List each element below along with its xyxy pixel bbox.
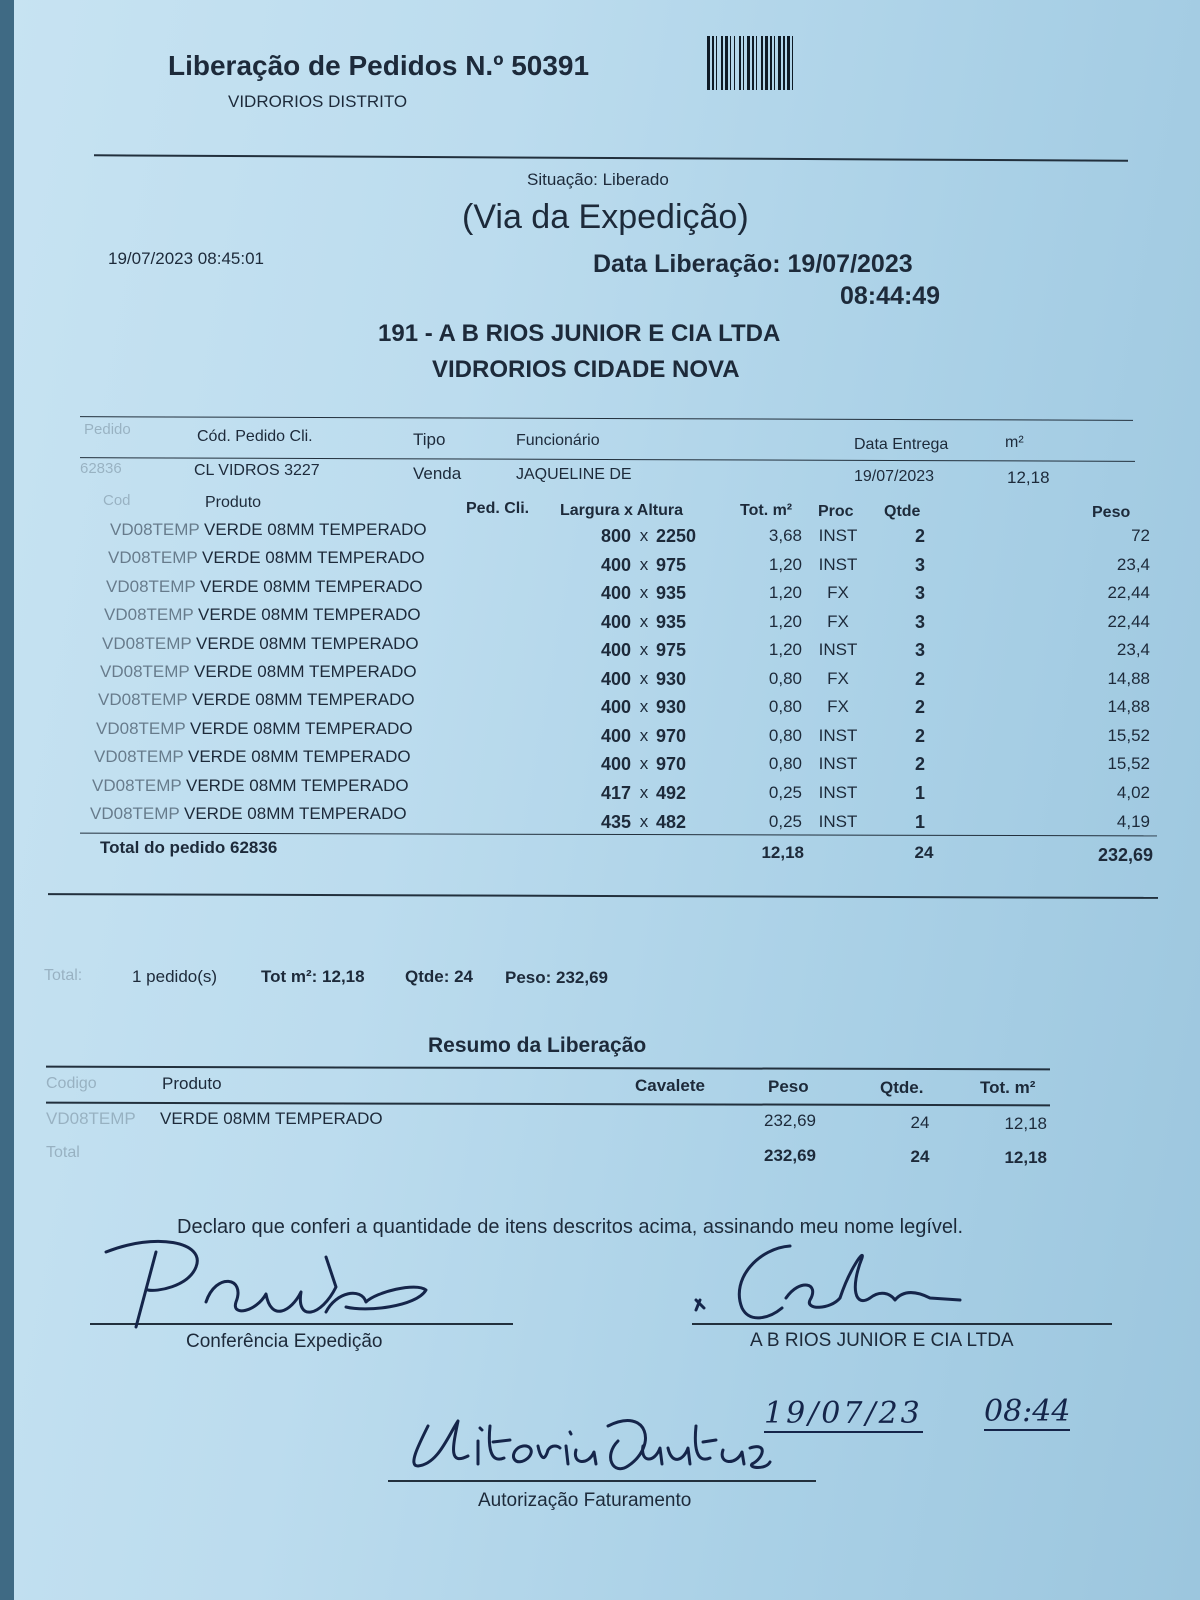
item-qtde: 1 xyxy=(914,811,925,832)
order-m2: 12,18 xyxy=(1007,468,1050,487)
signature-label-bottom: Autorização Faturamento xyxy=(478,1490,692,1511)
item-qtde: 3 xyxy=(914,640,925,661)
item-dim-separator: x xyxy=(639,811,649,831)
item-proc: FX xyxy=(827,668,849,688)
signature-label-left: Conferência Expedição xyxy=(186,1331,383,1352)
item-cod: VD08TEMP xyxy=(90,804,180,823)
client-name: 191 - A B RIOS JUNIOR E CIA LTDA xyxy=(378,320,781,347)
item-qtde: 2 xyxy=(914,526,925,546)
item-largura: 417 xyxy=(600,782,631,803)
summary-col-cavalete: Cavalete xyxy=(635,1076,705,1095)
item-row xyxy=(0,662,1200,690)
item-altura: 935 xyxy=(656,583,687,604)
items-col-tot: Tot. m² xyxy=(740,502,793,519)
item-row xyxy=(0,634,1200,662)
item-dim-separator: x xyxy=(639,754,649,774)
items-col-cod: Cod xyxy=(103,492,131,509)
order-col-func: Funcionário xyxy=(516,432,600,449)
order-col-m2: m² xyxy=(1005,434,1024,451)
item-dim-separator: x xyxy=(639,611,649,631)
item-produto: VERDE 08MM TEMPERADO xyxy=(188,747,411,767)
item-produto: VERDE 08MM TEMPERADO xyxy=(192,690,415,710)
items-col-qtde: Qtde xyxy=(884,503,921,520)
grand-total-peso: Peso: 232,69 xyxy=(505,968,609,987)
order-col-cod: Cód. Pedido Cli. xyxy=(197,428,313,445)
summary-row-produto: VERDE 08MM TEMPERADO xyxy=(160,1109,383,1128)
item-proc: INST xyxy=(818,526,858,545)
item-cod: VD08TEMP xyxy=(94,747,184,767)
item-qtde: 2 xyxy=(914,668,925,689)
order-total-label: Total do pedido 62836 xyxy=(100,838,278,857)
status-label: Situação: Liberado xyxy=(527,170,669,189)
item-produto: VERDE 08MM TEMPERADO xyxy=(202,548,425,568)
summary-col-tot: Tot. m² xyxy=(980,1078,1036,1097)
item-tot-m2: 3,68 xyxy=(768,526,802,545)
summary-col-qtde: Qtde. xyxy=(880,1078,924,1097)
summary-title: Resumo da Liberação xyxy=(428,1034,647,1057)
order-total-peso: 232,69 xyxy=(1097,845,1153,865)
item-cod: VD08TEMP xyxy=(106,576,196,596)
item-peso: 22,44 xyxy=(1107,583,1150,603)
item-proc: FX xyxy=(827,697,849,717)
item-altura: 930 xyxy=(656,697,687,718)
item-peso: 22,44 xyxy=(1107,611,1150,631)
signature-left xyxy=(96,1232,456,1332)
item-cod: VD08TEMP xyxy=(98,690,188,710)
item-dim-separator: x xyxy=(639,725,649,745)
item-cod: VD08TEMP xyxy=(110,520,200,539)
item-produto: VERDE 08MM TEMPERADO xyxy=(190,718,413,738)
handwritten-time: 08:44 xyxy=(984,1394,1071,1429)
declaration-text: Declaro que conferi a quantidade de itens descritos acima, assinando meu nome legível. xyxy=(177,1216,964,1238)
item-peso: 15,52 xyxy=(1107,725,1150,745)
barcode xyxy=(707,36,892,90)
release-date: Data Liberação: 19/07/2023 xyxy=(593,250,913,278)
grand-total-qtde: Qtde: 24 xyxy=(405,967,474,986)
item-cod: VD08TEMP xyxy=(104,605,194,625)
item-dim-separator: x xyxy=(639,697,649,717)
item-dim-separator: x xyxy=(639,526,649,545)
branch-name: VIDRORIOS CIDADE NOVA xyxy=(432,356,740,383)
order-data: 19/07/2023 xyxy=(854,468,935,485)
summary-row-cod: VD08TEMP xyxy=(46,1109,136,1128)
order-total-tot: 12,18 xyxy=(761,843,804,862)
item-produto: VERDE 08MM TEMPERADO xyxy=(194,662,417,681)
item-peso: 23,4 xyxy=(1116,554,1150,574)
order-tipo: Venda xyxy=(413,464,462,483)
item-altura: 975 xyxy=(656,554,687,575)
summary-total-tot: 12,18 xyxy=(1004,1148,1047,1167)
item-tot-m2: 0,80 xyxy=(768,668,802,688)
item-qtde: 3 xyxy=(914,611,925,632)
order-cod: CL VIDROS 3227 xyxy=(194,462,320,479)
item-row xyxy=(0,747,1200,775)
order-col-data: Data Entrega xyxy=(854,436,949,453)
item-largura: 400 xyxy=(600,554,631,575)
item-peso: 14,88 xyxy=(1107,668,1150,688)
item-altura: 935 xyxy=(656,611,687,632)
item-row xyxy=(0,690,1200,718)
item-tot-m2: 1,20 xyxy=(768,611,802,631)
item-dim-separator: x xyxy=(639,782,649,802)
item-altura: 492 xyxy=(656,782,687,803)
item-proc: INST xyxy=(818,811,858,831)
item-proc: INST xyxy=(818,782,858,802)
item-proc: FX xyxy=(827,583,849,603)
item-largura: 400 xyxy=(600,668,631,689)
item-produto: VERDE 08MM TEMPERADO xyxy=(186,775,409,795)
grand-total-label: Total: xyxy=(44,967,83,984)
item-peso: 4,19 xyxy=(1116,811,1150,831)
item-row xyxy=(0,520,1200,548)
item-tot-m2: 0,80 xyxy=(768,697,802,717)
item-dim-separator: x xyxy=(639,640,649,660)
items-col-pedcli: Ped. Cli. xyxy=(466,500,530,517)
item-row xyxy=(0,577,1200,605)
item-peso: 23,4 xyxy=(1116,640,1150,660)
item-largura: 400 xyxy=(600,697,631,718)
order-col-tipo: Tipo xyxy=(413,430,446,449)
item-tot-m2: 0,80 xyxy=(768,754,802,774)
items-col-proc: Proc xyxy=(818,503,854,520)
item-qtde: 2 xyxy=(914,725,925,746)
item-proc: INST xyxy=(818,725,858,745)
item-largura: 400 xyxy=(600,725,631,746)
item-row xyxy=(0,804,1200,832)
items-col-peso: Peso xyxy=(1092,504,1131,521)
signature-bottom xyxy=(398,1386,778,1486)
item-dim-separator: x xyxy=(639,668,649,688)
summary-total-peso: 232,69 xyxy=(764,1146,816,1165)
item-row xyxy=(0,548,1200,576)
item-cod: VD08TEMP xyxy=(100,662,190,681)
order-pedido: 62836 xyxy=(80,460,122,477)
summary-col-peso: Peso xyxy=(768,1077,809,1096)
item-row xyxy=(0,776,1200,804)
item-dim-separator: x xyxy=(639,554,649,574)
item-proc: INST xyxy=(818,640,858,660)
signature-label-right: A B RIOS JUNIOR E CIA LTDA xyxy=(750,1330,1014,1351)
item-qtde: 1 xyxy=(914,782,925,803)
item-qtde: 3 xyxy=(914,583,925,604)
company-name: VIDRORIOS DISTRITO xyxy=(228,92,408,111)
item-largura: 400 xyxy=(600,754,631,775)
item-produto: VERDE 08MM TEMPERADO xyxy=(184,804,407,823)
item-peso: 14,88 xyxy=(1107,697,1150,717)
item-produto: VERDE 08MM TEMPERADO xyxy=(198,605,421,625)
item-altura: 930 xyxy=(656,668,687,689)
item-tot-m2: 1,20 xyxy=(768,583,802,603)
order-total-qtde: 24 xyxy=(914,843,934,862)
item-tot-m2: 0,25 xyxy=(768,811,802,831)
item-cod: VD08TEMP xyxy=(108,548,198,568)
item-largura: 400 xyxy=(600,611,631,632)
item-peso: 72 xyxy=(1131,526,1150,545)
item-tot-m2: 0,80 xyxy=(768,725,802,745)
item-tot-m2: 0,25 xyxy=(768,782,802,802)
item-produto: VERDE 08MM TEMPERADO xyxy=(204,520,427,539)
summary-col-produto: Produto xyxy=(162,1074,222,1093)
release-time: 08:44:49 xyxy=(840,282,941,310)
item-row xyxy=(0,605,1200,633)
order-col-pedido: Pedido xyxy=(84,421,131,438)
item-peso: 15,52 xyxy=(1107,754,1150,774)
item-largura: 800 xyxy=(600,526,631,546)
item-qtde: 2 xyxy=(914,754,925,775)
handwritten-date: 19/07/23 xyxy=(764,1396,923,1431)
item-altura: 482 xyxy=(656,811,687,832)
summary-row-tot: 12,18 xyxy=(1004,1114,1047,1133)
item-altura: 975 xyxy=(656,640,687,661)
item-produto: VERDE 08MM TEMPERADO xyxy=(196,633,419,653)
item-dim-separator: x xyxy=(639,583,649,603)
item-altura: 970 xyxy=(656,725,687,746)
summary-row-qtde: 24 xyxy=(910,1113,930,1132)
item-cod: VD08TEMP xyxy=(102,633,192,653)
summary-row-peso: 232,69 xyxy=(764,1111,816,1130)
grand-total-m2: Tot m²: 12,18 xyxy=(261,967,365,986)
summary-total-qtde: 24 xyxy=(910,1147,930,1166)
summary-total-label: Total xyxy=(46,1144,80,1161)
item-largura: 400 xyxy=(600,583,631,604)
item-cod: VD08TEMP xyxy=(92,775,182,795)
item-produto: VERDE 08MM TEMPERADO xyxy=(200,576,423,596)
item-altura: 2250 xyxy=(656,526,697,546)
signature-right xyxy=(690,1238,970,1328)
item-cod: VD08TEMP xyxy=(96,718,186,738)
item-largura: 400 xyxy=(600,640,631,661)
item-proc: INST xyxy=(818,754,858,774)
items-col-produto: Produto xyxy=(205,494,262,511)
document-title: Liberação de Pedidos N.º 50391 xyxy=(168,50,590,81)
item-peso: 4,02 xyxy=(1116,782,1150,802)
grand-total-pedidos: 1 pedido(s) xyxy=(132,967,218,986)
item-qtde: 3 xyxy=(914,554,925,575)
item-tot-m2: 1,20 xyxy=(768,554,802,574)
order-func: JAQUELINE DE xyxy=(516,466,632,483)
item-proc: INST xyxy=(818,554,858,574)
items-col-dims: Largura x Altura xyxy=(560,502,683,519)
item-altura: 970 xyxy=(656,754,687,775)
item-row xyxy=(0,719,1200,747)
item-largura: 435 xyxy=(600,811,631,832)
item-tot-m2: 1,20 xyxy=(768,640,802,660)
summary-col-cod: Codigo xyxy=(46,1075,97,1092)
item-qtde: 2 xyxy=(914,697,925,718)
barcode-bar xyxy=(793,36,796,90)
copy-label: (Via da Expedição) xyxy=(462,198,749,236)
printed-timestamp: 19/07/2023 08:45:01 xyxy=(108,249,264,268)
item-proc: FX xyxy=(827,611,849,631)
